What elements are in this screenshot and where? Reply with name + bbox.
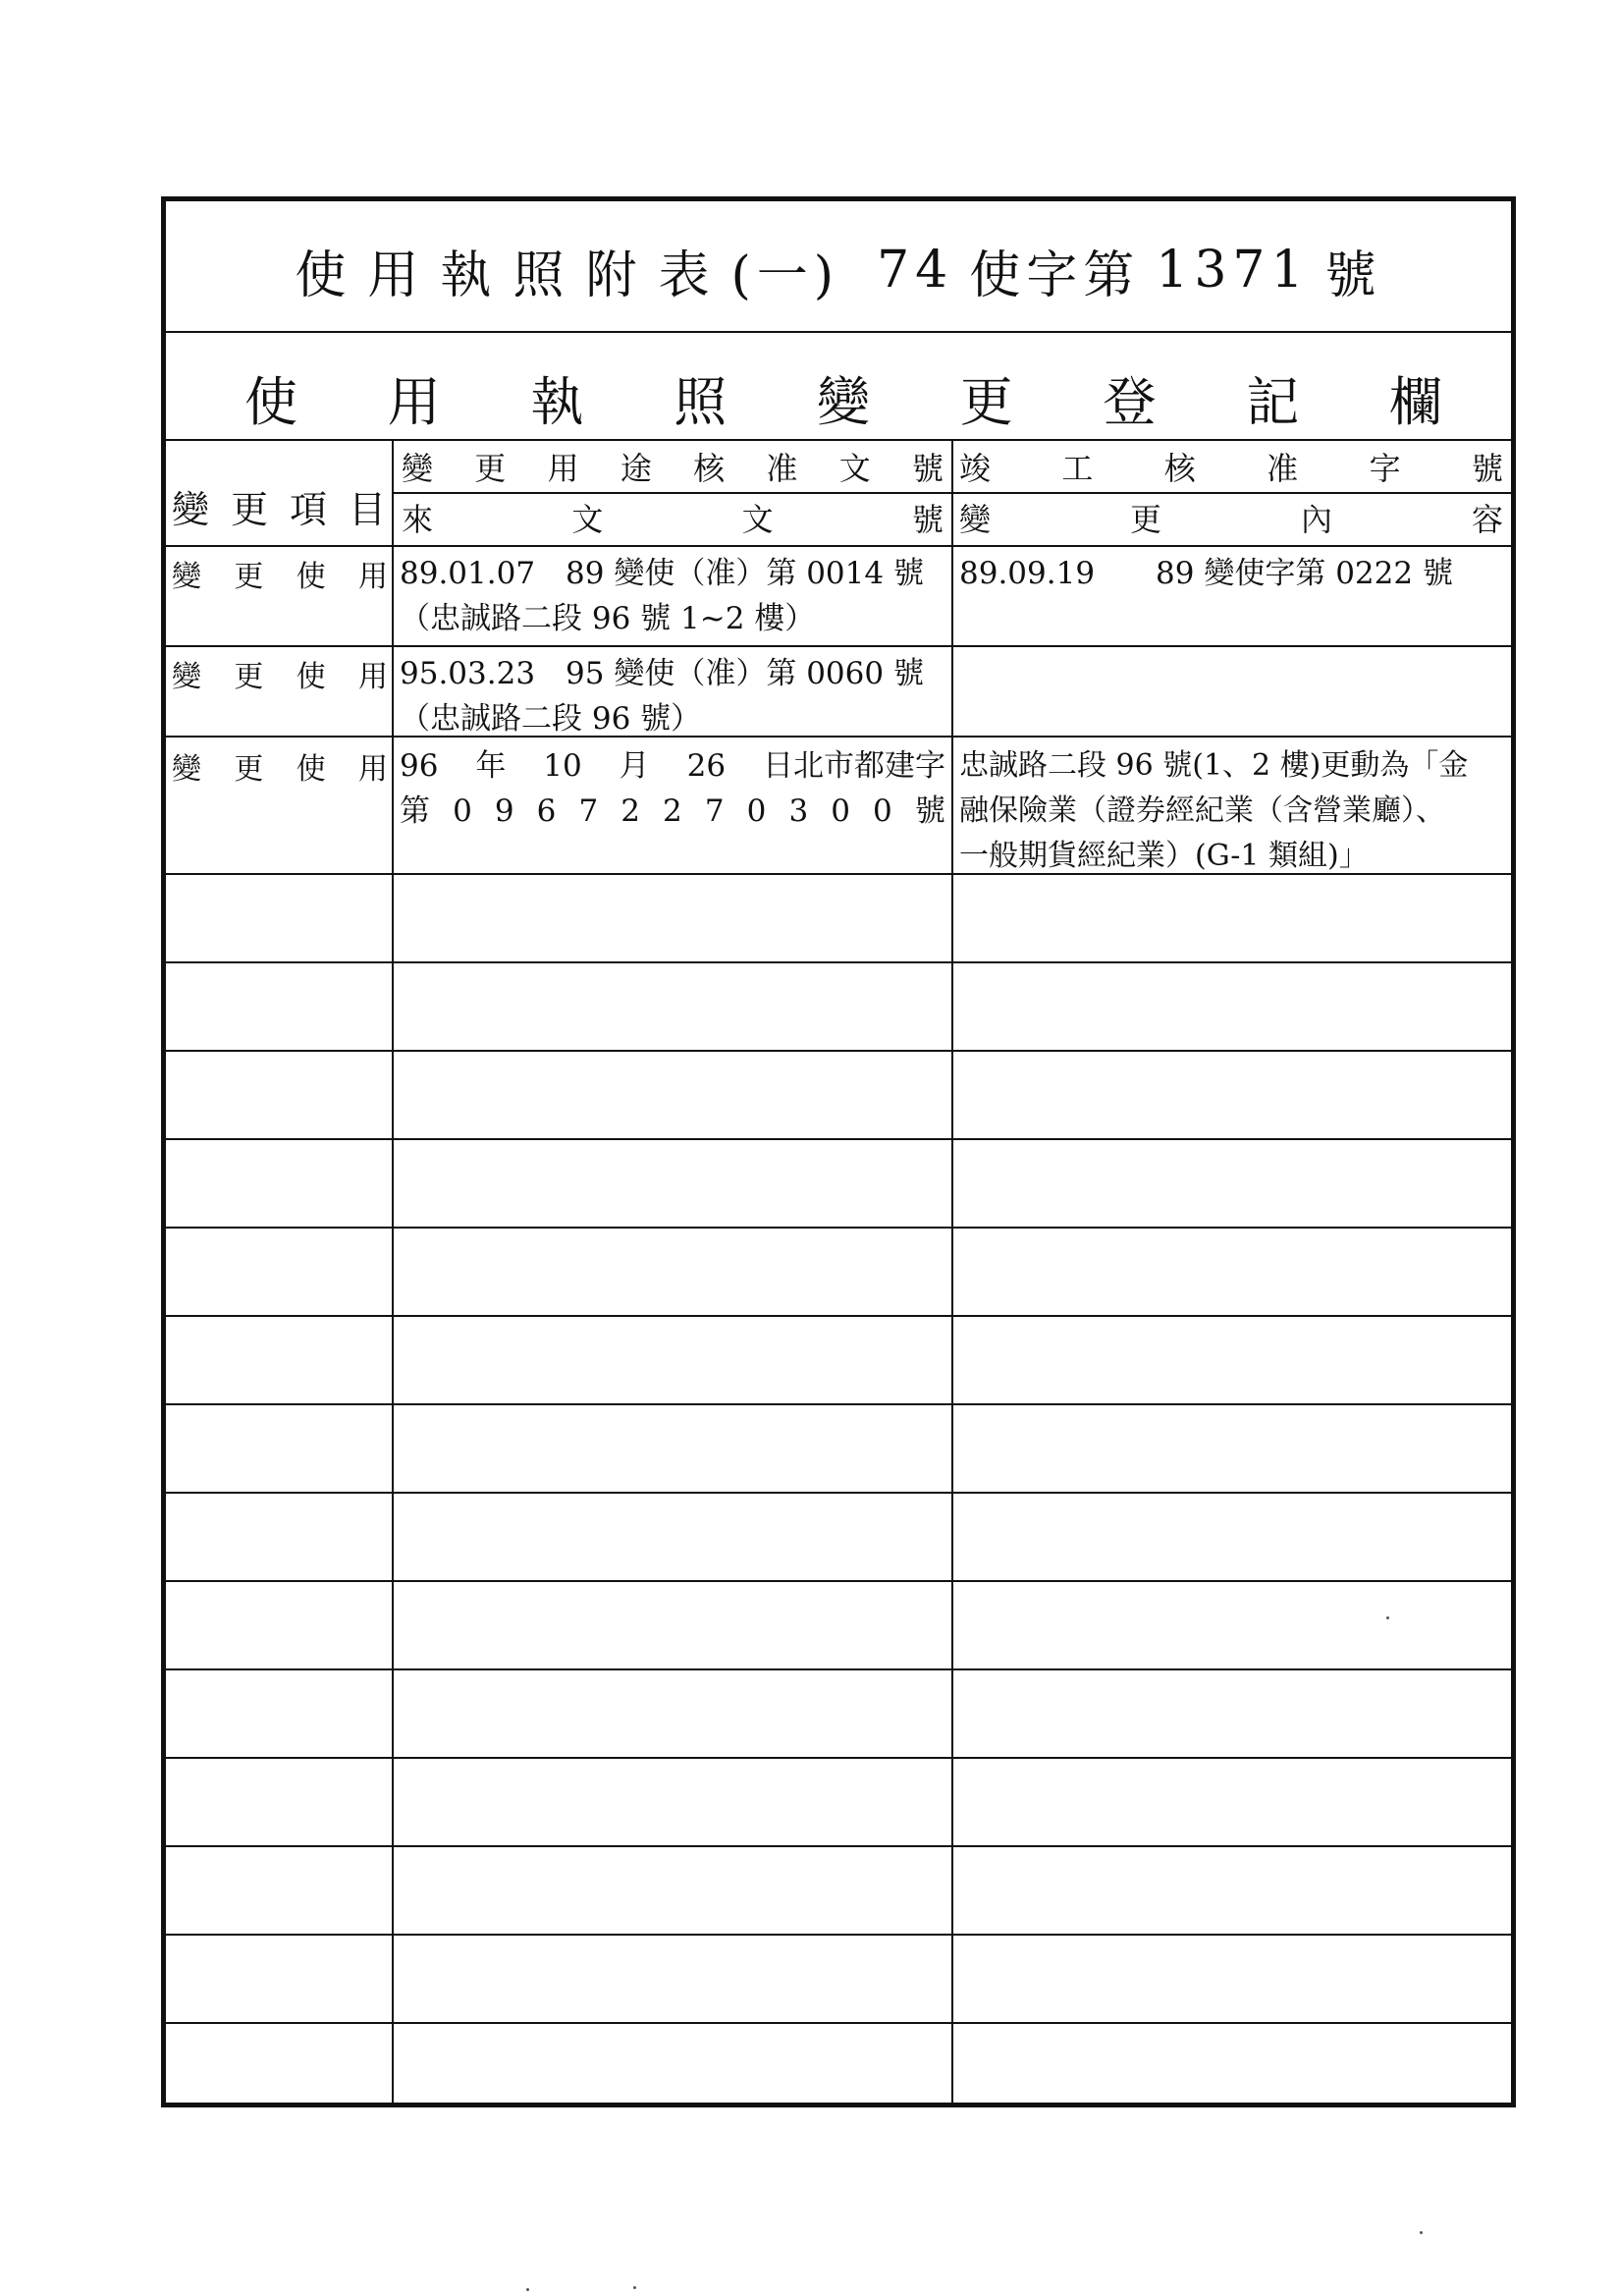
header-char: 核 <box>693 450 726 487</box>
header-char: 變 <box>172 487 210 531</box>
subtitle-char: 用 <box>387 370 441 433</box>
approval-token: 26 <box>686 748 727 784</box>
row-item-char: 更 <box>234 752 264 787</box>
empty-row-divider <box>166 1315 1511 1317</box>
row-completion-text <box>959 551 1453 596</box>
row-item-char: 更 <box>234 560 264 594</box>
header-change-item <box>172 476 386 535</box>
approval-token: 6 <box>536 793 557 829</box>
title-part: 使字第 <box>969 246 1141 305</box>
subtitle-char: 欄 <box>1389 370 1442 433</box>
approval-token: 月 <box>619 748 650 784</box>
title-part: 表 <box>658 246 716 305</box>
empty-row-divider <box>166 1580 1511 1582</box>
scan-speck <box>1420 2231 1423 2234</box>
header-char: 號 <box>911 450 944 487</box>
completion-line: 89.09.19 89 變使字第 0222 號 <box>959 556 1453 591</box>
row-item-char: 變 <box>172 660 201 694</box>
empty-row-divider <box>166 1138 1511 1140</box>
header-char: 項 <box>289 487 327 531</box>
title-part: 用 <box>367 246 425 305</box>
row-approval-line2 <box>400 789 945 834</box>
approval-token: 7 <box>704 793 725 829</box>
form-title <box>166 231 1511 309</box>
title-permit-year: 74 <box>877 241 954 300</box>
header-char: 容 <box>1471 501 1503 538</box>
empty-row-divider <box>166 1050 1511 1052</box>
approval-token: 3 <box>788 793 809 829</box>
header-completion-number <box>959 445 1503 488</box>
empty-row-divider <box>166 1845 1511 1847</box>
approval-token: 號 <box>914 793 945 829</box>
approval-token: 2 <box>620 793 640 829</box>
empty-row-divider <box>166 1492 1511 1494</box>
approval-token: 7 <box>578 793 599 829</box>
title-permit-number: 1371 <box>1156 241 1310 300</box>
row-item-char: 用 <box>357 752 388 787</box>
subtitle-char: 更 <box>959 370 1013 433</box>
header-char: 途 <box>620 450 652 487</box>
divider <box>166 331 1511 333</box>
header-char: 來 <box>402 501 434 538</box>
approval-token: 9 <box>494 793 514 829</box>
empty-row-divider <box>166 961 1511 963</box>
subtitle-char: 執 <box>530 370 584 433</box>
approval-token: 0 <box>746 793 767 829</box>
approval-token: 0 <box>831 793 850 829</box>
approval-line: （忠誠路二段 96 號） <box>400 701 702 737</box>
register-form <box>161 196 1516 2107</box>
row-divider <box>166 873 1511 875</box>
header-char: 內 <box>1300 501 1332 538</box>
approval-line: （忠誠路二段 96 號 1~2 樓） <box>400 601 816 636</box>
empty-row-divider <box>166 1757 1511 1759</box>
empty-row-divider <box>166 1934 1511 1936</box>
title-part: 附 <box>585 246 643 305</box>
approval-token: 年 <box>475 748 507 784</box>
header-incoming-document <box>402 496 944 539</box>
subtitle-char: 照 <box>674 370 728 433</box>
header-approval-number <box>402 445 944 488</box>
title-part: (一) <box>730 246 840 305</box>
empty-row-divider <box>166 1227 1511 1229</box>
title-part: 執 <box>440 246 498 305</box>
approval-token: 2 <box>663 793 682 829</box>
title-part: 使 <box>295 246 352 305</box>
row-item-char: 用 <box>357 560 388 594</box>
scan-speck <box>633 2286 636 2289</box>
header-char: 目 <box>348 487 386 531</box>
header-char: 文 <box>838 450 871 487</box>
subtitle-char: 登 <box>1103 370 1157 433</box>
row-item-char: 變 <box>172 752 201 787</box>
title-part: 號 <box>1324 246 1382 305</box>
row-item-char: 使 <box>296 560 326 594</box>
header-char: 字 <box>1369 450 1401 487</box>
row-completion-text <box>959 743 1468 879</box>
header-char: 更 <box>230 487 268 531</box>
subtitle-char: 記 <box>1246 370 1300 433</box>
empty-row-divider <box>166 1668 1511 1670</box>
header-char: 號 <box>1471 450 1503 487</box>
approval-line: 95.03.23 95 變使（准）第 0060 號 <box>400 656 924 691</box>
row-item-char: 變 <box>172 560 201 594</box>
approval-token: 96 <box>400 748 439 784</box>
completion-line: 融保險業（證券經紀業（含營業廳）、 <box>959 793 1445 828</box>
row-approval-line1 <box>400 743 945 789</box>
row-approval-text <box>400 651 924 741</box>
empty-row-divider <box>166 1403 1511 1405</box>
row-item-label <box>172 743 388 789</box>
header-char: 准 <box>766 450 798 487</box>
approval-line: 89.01.07 89 變使（准）第 0014 號 <box>400 556 924 591</box>
header-bottom-border <box>166 545 1511 547</box>
title-part: 照 <box>512 246 570 305</box>
scan-speck <box>526 2288 529 2291</box>
header-char: 變 <box>402 450 434 487</box>
approval-token: 第 <box>400 793 430 829</box>
column-divider <box>951 439 953 2103</box>
header-divider <box>394 492 1511 494</box>
header-char: 文 <box>741 501 774 538</box>
approval-token: 0 <box>453 793 472 829</box>
header-change-content <box>959 496 1503 539</box>
row-divider <box>166 645 1511 647</box>
header-char: 更 <box>474 450 507 487</box>
row-approval-text <box>400 551 924 641</box>
completion-line: 忠誠路二段 96 號(1、2 樓)更動為「金 <box>959 748 1469 783</box>
header-char: 竣 <box>959 450 992 487</box>
header-char: 用 <box>547 450 579 487</box>
approval-token: 10 <box>543 748 582 784</box>
scan-speck <box>1386 1616 1389 1619</box>
header-char: 文 <box>571 501 604 538</box>
subtitle-char: 變 <box>817 370 870 433</box>
subtitle-char: 使 <box>244 370 297 433</box>
completion-line: 一般期貨經紀業）(G-1 類組)」 <box>959 839 1369 873</box>
form-subtitle <box>244 358 1442 437</box>
row-item-label <box>172 551 388 596</box>
row-divider <box>166 736 1511 738</box>
approval-token: 日北市都建字 <box>762 748 945 784</box>
header-char: 工 <box>1061 450 1094 487</box>
header-char: 變 <box>959 501 992 538</box>
row-item-char: 更 <box>234 660 264 694</box>
column-divider <box>392 439 394 2103</box>
row-item-char: 用 <box>357 660 388 694</box>
row-item-char: 使 <box>296 660 326 694</box>
empty-row-divider <box>166 2022 1511 2024</box>
header-char: 號 <box>911 501 944 538</box>
row-item-label <box>172 651 388 696</box>
divider <box>166 439 1511 441</box>
header-char: 准 <box>1267 450 1299 487</box>
approval-token: 0 <box>873 793 892 829</box>
row-item-char: 使 <box>296 752 326 787</box>
header-char: 核 <box>1163 450 1196 487</box>
header-char: 更 <box>1129 501 1161 538</box>
